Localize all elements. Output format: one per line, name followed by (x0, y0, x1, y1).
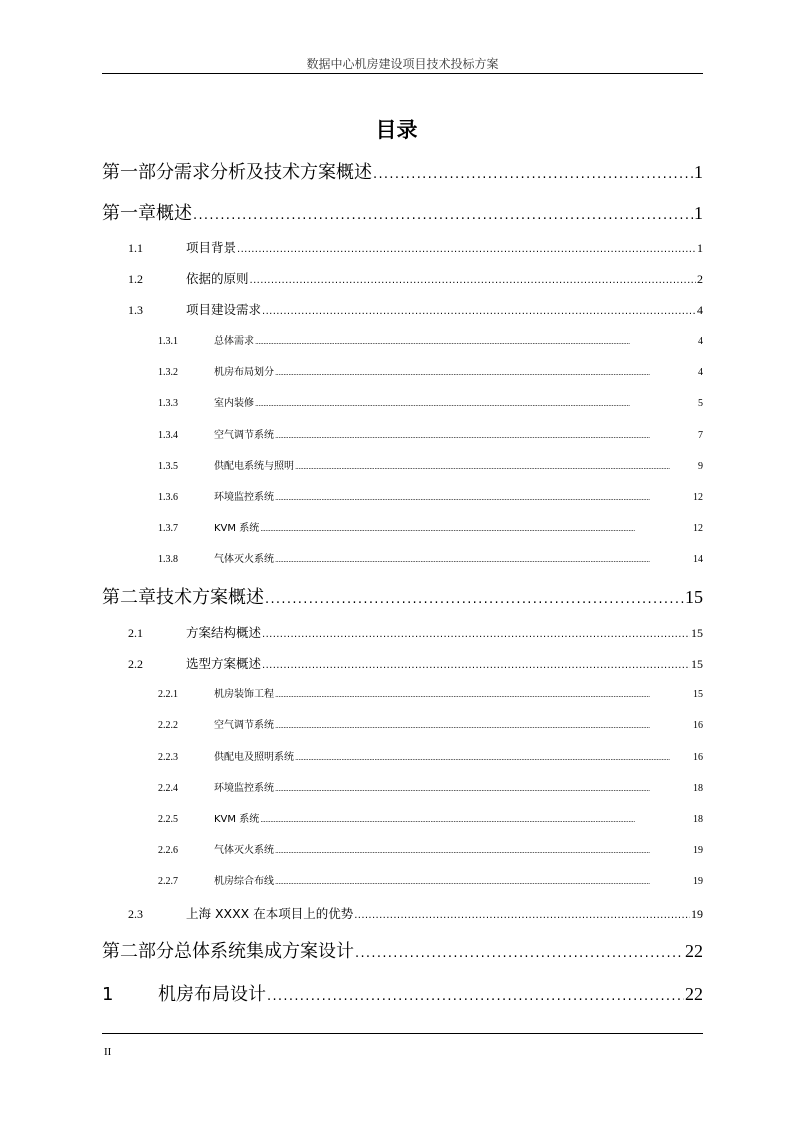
toc-entry-page: 14 (693, 554, 703, 565)
toc-dot-leader (355, 946, 684, 961)
toc-entry[interactable] (102, 332, 703, 347)
toc-entry-label: 机房装饰工程 (214, 689, 274, 700)
toc-entry[interactable] (102, 519, 703, 534)
toc-entry[interactable] (102, 779, 703, 794)
toc-entry[interactable] (102, 457, 703, 472)
toc-entry-number: 2.2.5 (158, 814, 178, 825)
toc-entry[interactable] (102, 426, 703, 441)
toc-entry-label: 空气调节系统 (214, 720, 274, 731)
toc-entry-number: 1.2 (128, 272, 143, 286)
toc-entry-label: KVM 系统 (214, 814, 260, 825)
toc-entry-page: 9 (698, 461, 703, 472)
toc-entry[interactable] (102, 158, 703, 184)
toc-dot-leader (354, 910, 690, 921)
toc-dot-leader (193, 208, 693, 223)
toc-entry[interactable] (102, 872, 703, 887)
toc-entry[interactable] (102, 363, 703, 378)
toc-entry-label: 第二部分总体系统集成方案设计 (102, 941, 354, 962)
toc-dot-leader (275, 691, 692, 699)
toc-entry-page: 1 (697, 241, 703, 255)
toc-entry-number: 1.3.7 (158, 523, 178, 534)
page-header: 数据中心机房建设项目技术投标方案 (306, 57, 499, 71)
toc-entry-label: 机房布局划分 (214, 367, 274, 378)
toc-entry[interactable] (102, 300, 703, 318)
toc-entry-page: 15 (693, 689, 703, 700)
toc-entry-page: 4 (698, 367, 703, 378)
toc-dot-leader (262, 660, 690, 671)
toc-entry-number: 2.1 (128, 626, 143, 640)
toc-dot-leader (255, 400, 697, 408)
toc-entry-label: 环境监控系统 (214, 492, 274, 503)
toc-entry-number: 2.2.7 (158, 876, 178, 887)
toc-entry-page: 22 (685, 984, 703, 1004)
toc-entry-page: 12 (693, 492, 703, 503)
toc-entry-page: 5 (698, 398, 703, 409)
footer-divider (102, 1033, 703, 1034)
toc-entry-number: 2.2.3 (158, 752, 178, 763)
toc-entry-label: 机房综合布线 (214, 876, 274, 887)
toc-dot-leader (373, 167, 693, 182)
toc-entry-label: 气体灭火系统 (214, 845, 274, 856)
toc-entry[interactable] (102, 238, 703, 256)
toc-entry-page: 2 (697, 272, 703, 286)
toc-entry-number: 1 (102, 984, 114, 1005)
toc-entry[interactable] (102, 937, 703, 963)
toc-entry-number: 1.3.1 (158, 336, 178, 347)
toc-entry[interactable] (102, 269, 703, 287)
toc-entry-page: 7 (698, 430, 703, 441)
toc-entry-number: 1.3 (128, 303, 143, 317)
toc-entry-page: 16 (693, 752, 703, 763)
toc-entry-number: 2.2.1 (158, 689, 178, 700)
toc-entry-page: 4 (698, 336, 703, 347)
toc-entry-number: 1.3.2 (158, 367, 178, 378)
toc-dot-leader (262, 629, 690, 640)
toc-dot-leader (250, 275, 696, 286)
toc-entry[interactable] (102, 583, 703, 609)
toc-dot-leader (275, 556, 692, 564)
toc-dot-leader (275, 722, 692, 730)
toc-dot-leader (275, 878, 692, 886)
toc-entry[interactable] (102, 716, 703, 731)
toc-dot-leader (237, 244, 696, 255)
toc-dot-leader (267, 989, 684, 1004)
toc-entry-label: 选型方案概述 (186, 656, 262, 671)
toc-entry-number: 2.2.4 (158, 783, 178, 794)
toc-entry-label: KVM 系统 (214, 523, 260, 534)
toc-entry-page: 19 (693, 845, 703, 856)
toc-entry-number: 1.1 (128, 241, 143, 255)
toc-entry[interactable] (102, 488, 703, 503)
toc-entry-label: 第一部分需求分析及技术方案概述 (102, 162, 372, 183)
toc-entry[interactable] (102, 748, 703, 763)
toc-entry-page: 18 (693, 814, 703, 825)
toc-entry-page: 1 (694, 162, 703, 182)
toc-entry-page: 16 (693, 720, 703, 731)
toc-entry[interactable] (102, 199, 703, 225)
toc-entry-number: 1.3.6 (158, 492, 178, 503)
toc-entry-page: 22 (685, 941, 703, 961)
toc-entry[interactable] (102, 685, 703, 700)
toc-entry-page: 15 (691, 657, 703, 671)
toc-entry-page: 1 (694, 203, 703, 223)
toc-entry-page: 15 (685, 587, 703, 607)
toc-entry[interactable] (102, 904, 703, 922)
toc-entry-number: 2.2.2 (158, 720, 178, 731)
toc-dot-leader (295, 754, 692, 762)
toc-entry-label: 第二章技术方案概述 (102, 587, 264, 608)
toc-entry-page: 19 (691, 907, 703, 921)
toc-entry-label: 供配电及照明系统 (214, 752, 294, 763)
toc-entry-label: 室内装修 (214, 398, 254, 409)
toc-entry[interactable] (102, 623, 703, 641)
toc-dot-leader (295, 463, 697, 471)
toc-dot-leader (275, 847, 692, 855)
toc-entry-label: 总体需求 (214, 336, 254, 347)
toc-entry-number: 2.2 (128, 657, 143, 671)
toc-dot-leader (275, 785, 692, 793)
toc-entry-label: 依据的原则 (186, 271, 249, 286)
toc-entry-label: 环境监控系统 (214, 783, 274, 794)
toc-dot-leader (275, 494, 692, 502)
toc-entry[interactable] (102, 654, 703, 672)
toc-entry-label: 方案结构概述 (186, 625, 262, 640)
toc-entry-page: 15 (691, 626, 703, 640)
toc-entry-label: 供配电系统与照明 (214, 461, 294, 472)
toc-dot-leader (255, 338, 697, 346)
toc-entry-label: 上海 XXXX 在本项目上的优势 (186, 906, 354, 921)
toc-entry-number: 1.3.4 (158, 430, 178, 441)
toc-entry-number: 1.3.5 (158, 461, 178, 472)
toc-dot-leader (265, 592, 684, 607)
header-divider (102, 73, 703, 74)
toc-entry[interactable] (102, 810, 703, 825)
toc-dot-leader (262, 306, 696, 317)
page-number: II (104, 1046, 112, 1058)
toc-entry-number: 1.3.8 (158, 554, 178, 565)
toc-entry-label: 项目建设需求 (186, 302, 262, 317)
toc-entry-page: 4 (697, 303, 703, 317)
toc-entry-label: 项目背景 (186, 240, 237, 255)
toc-entry-number: 2.3 (128, 907, 143, 921)
toc-entry-number: 1.3.3 (158, 398, 178, 409)
toc-entry-page: 18 (693, 783, 703, 794)
toc-dot-leader (275, 432, 697, 440)
toc-entry-page: 12 (693, 523, 703, 534)
toc-entry-label: 空气调节系统 (214, 430, 274, 441)
toc-entry[interactable] (102, 394, 703, 409)
toc-entry-label: 第一章概述 (102, 203, 192, 224)
toc-title: 目录 (375, 118, 418, 142)
toc-entry[interactable] (102, 841, 703, 856)
toc-entry[interactable] (102, 980, 703, 1006)
toc-dot-leader (260, 816, 692, 824)
toc-entry-number: 2.2.6 (158, 845, 178, 856)
toc-dot-leader (260, 525, 692, 533)
toc-dot-leader (275, 369, 697, 377)
toc-entry-page: 19 (693, 876, 703, 887)
toc-entry-label: 气体灭火系统 (214, 554, 274, 565)
toc-entry[interactable] (102, 550, 703, 565)
toc-entry-label: 机房布局设计 (158, 984, 266, 1005)
